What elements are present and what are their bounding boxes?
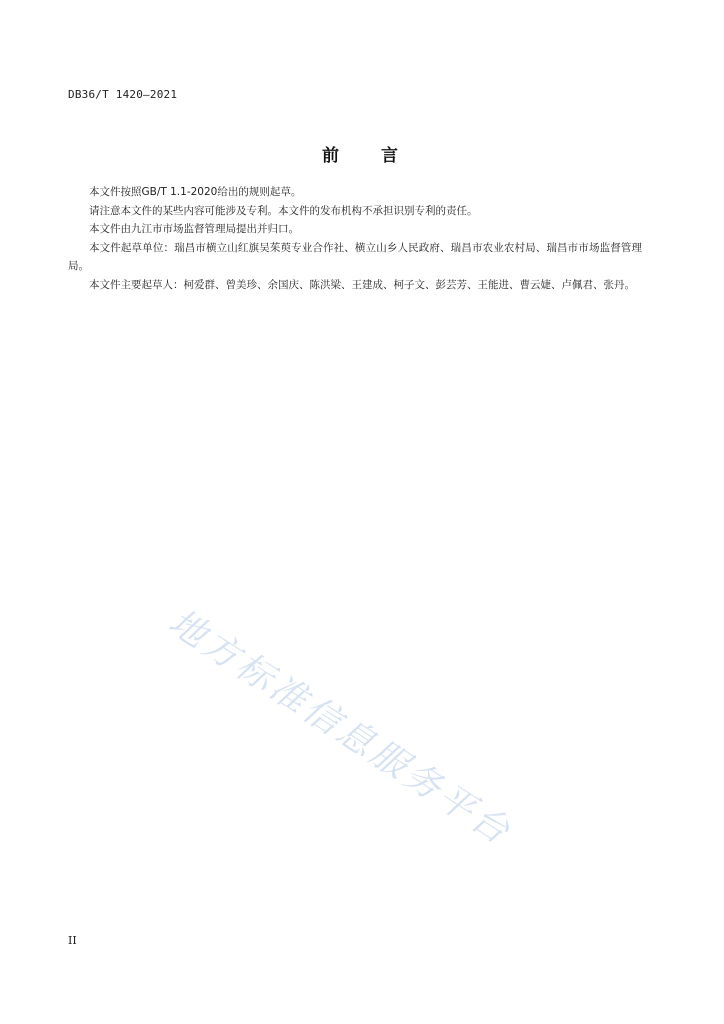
paragraph-drafting-units: 本文件起草单位：瑞昌市横立山红旗吴茱萸专业合作社、横立山乡人民政府、瑞昌市农业农村局、瑞昌市市场监督管理局。 [68, 241, 642, 273]
foreword-body [68, 183, 642, 295]
watermark: 地方标准信息服务平台 [161, 601, 520, 854]
page-title: 前 言 [322, 146, 416, 166]
paragraph-drafters: 本文件主要起草人：柯爱群、曾美珍、余国庆、陈洪梁、王建成、柯子文、彭芸芳、王能进、曹云婕、卢佩君、张丹。 [89, 278, 635, 291]
paragraph-proposer: 本文件由九江市市场监督管理局提出并归口。 [89, 223, 299, 236]
page-number: II [68, 934, 77, 947]
paragraph-patent-notice: 请注意本文件的某些内容可能涉及专利。本文件的发布机构不承担识别专利的责任。 [89, 204, 478, 217]
paragraph-drafting-rules: 本文件按照GB/T 1.1-2020给出的规则起草。 [89, 186, 302, 198]
document-code: DB36/T 1420—2021 [68, 88, 178, 101]
